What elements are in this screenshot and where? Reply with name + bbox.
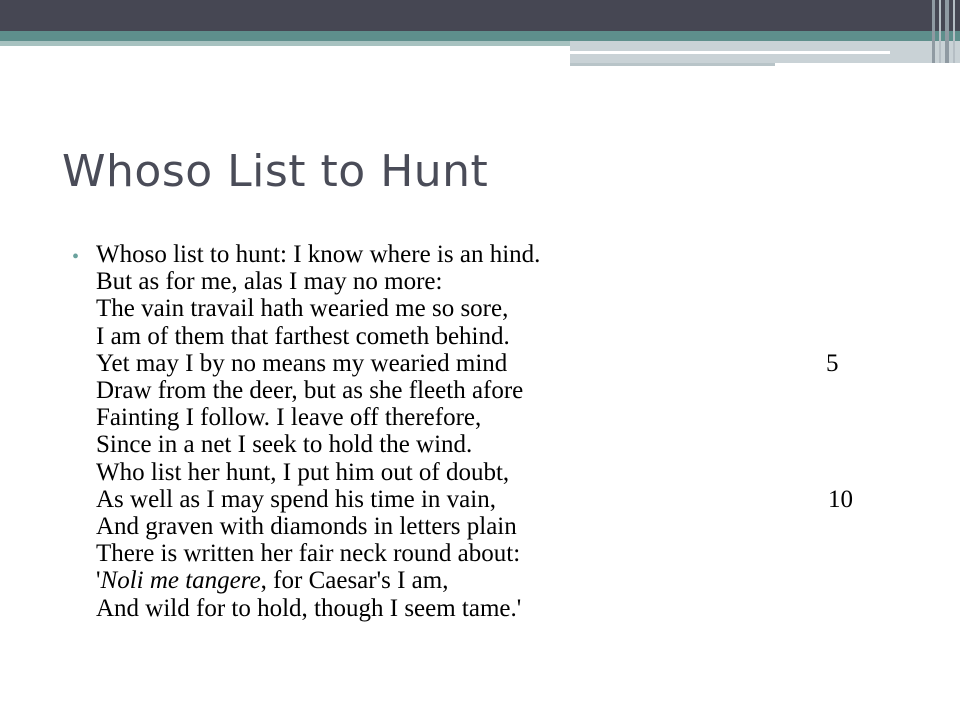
poem-line: 'Noli me tangere, for Caesar's I am, bbox=[96, 567, 449, 595]
poem-line: There is written her fair neck round about: bbox=[96, 540, 521, 568]
header-band-dark bbox=[0, 0, 960, 31]
poem-line: But as for me, alas I may no more: bbox=[96, 268, 443, 296]
slide-title: Whoso List to Hunt bbox=[62, 146, 489, 197]
poem-line: I am of them that farthest cometh behind. bbox=[96, 322, 510, 350]
poem-line: Who list her hunt, I put him out of doubt, bbox=[96, 458, 510, 486]
poem-line: As well as I may spend his time in vain, 10 bbox=[96, 485, 853, 513]
header-band-teal-light bbox=[0, 41, 570, 46]
bullet-marker: • bbox=[72, 246, 80, 268]
poem-line: And graven with diamonds in letters plain bbox=[96, 513, 517, 541]
line-number: 5 bbox=[826, 349, 839, 377]
latin-phrase: Noli me tangere bbox=[100, 567, 261, 595]
header-vertical-stripes bbox=[930, 0, 960, 63]
poem-body bbox=[96, 241, 876, 622]
poem-line: Since in a net I seek to hold the wind. bbox=[96, 431, 473, 459]
poem-line: And wild for to hold, though I seem tame.' bbox=[96, 594, 522, 622]
line-number: 10 bbox=[828, 485, 853, 513]
poem-line: Draw from the deer, but as she fleeth afore bbox=[96, 377, 524, 405]
header-band-teal bbox=[0, 31, 960, 41]
poem-line: Fainting I follow. I leave off therefore, bbox=[96, 404, 482, 432]
poem-line: Yet may I by no means my wearied mind 5 bbox=[96, 349, 839, 377]
poem-line: The vain travail hath wearied me so sore, bbox=[96, 295, 509, 323]
header-band-line bbox=[570, 51, 890, 54]
poem-line: Whoso list to hunt: I know where is an hind. bbox=[96, 241, 541, 268]
header-band-line-lower bbox=[570, 63, 775, 66]
